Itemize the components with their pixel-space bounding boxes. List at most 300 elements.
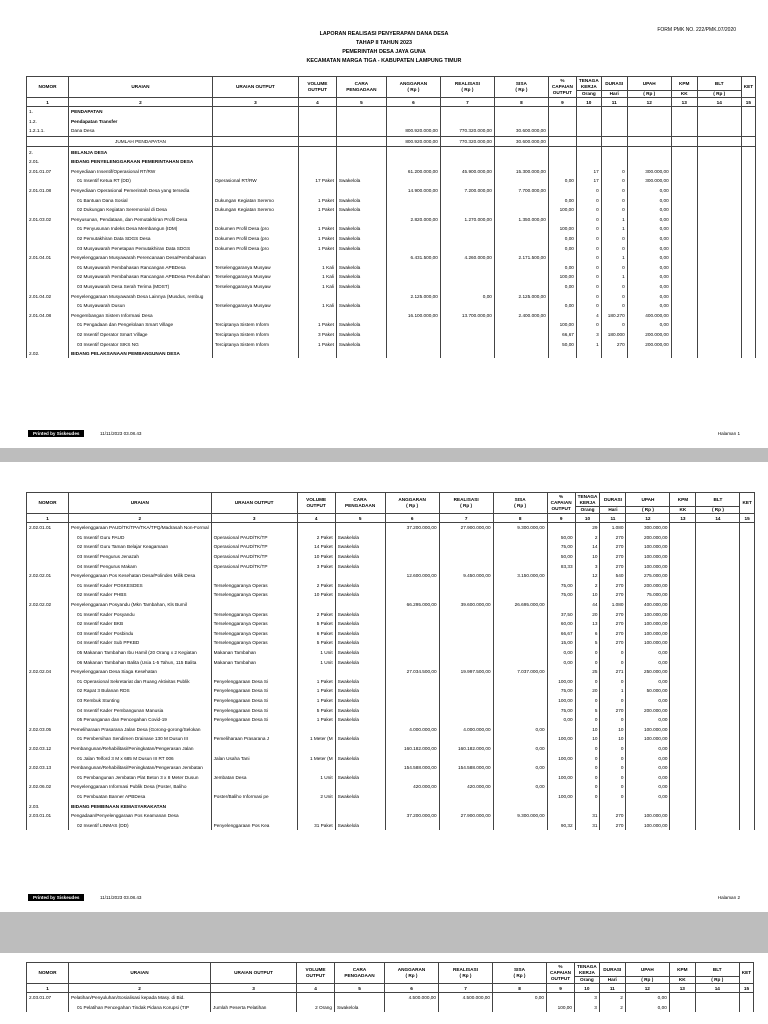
cell-durasi bbox=[601, 117, 627, 127]
cell-sisa bbox=[493, 820, 547, 830]
cell-durasi: 0 bbox=[601, 243, 627, 253]
cell-kpm bbox=[670, 533, 696, 543]
col-blt: BLT bbox=[697, 77, 741, 91]
cell-uraian-output bbox=[212, 291, 298, 301]
cell-sisa bbox=[493, 753, 547, 763]
cell-sisa: 2.400.000,00 bbox=[494, 310, 548, 320]
cell-kpm bbox=[670, 801, 696, 811]
cell-durasi: 180.270 bbox=[601, 310, 627, 320]
cell-kpm bbox=[671, 195, 697, 205]
cell-uraian-output bbox=[211, 724, 297, 734]
cell-cara bbox=[335, 724, 385, 734]
cell-kpm bbox=[670, 667, 696, 677]
cell-cara: Swakelola bbox=[335, 581, 385, 591]
cell-kpm bbox=[671, 215, 697, 225]
cell-durasi: 0 bbox=[600, 792, 626, 802]
cell-volume bbox=[298, 349, 336, 359]
column-number: 14 bbox=[696, 514, 740, 523]
cell-realisasi bbox=[440, 349, 494, 359]
cell-capaian bbox=[548, 291, 576, 301]
cell-realisasi bbox=[439, 533, 493, 543]
table-row bbox=[27, 581, 755, 591]
cell-capaian bbox=[547, 993, 575, 1003]
cell-blt bbox=[697, 272, 741, 282]
cell-cara: Swakelola bbox=[336, 195, 386, 205]
cell-nomor bbox=[27, 301, 69, 311]
cell-uraian: Pemeliharaan Prasarana Jalan Desa (Gorong-gorong/Selokan bbox=[69, 724, 212, 734]
cell-volume: 1 Paket bbox=[298, 234, 336, 244]
cell-tenaga bbox=[576, 157, 601, 167]
cell-kpm bbox=[670, 552, 696, 562]
cell-nomor: 2.02.03.13 bbox=[27, 763, 69, 773]
cell-capaian bbox=[547, 571, 575, 581]
column-number: 15 bbox=[740, 514, 754, 523]
cell-upah: 50.000,00 bbox=[626, 686, 670, 696]
cell-kpm bbox=[670, 523, 696, 533]
cell-kpm bbox=[670, 811, 696, 821]
cell-anggaran bbox=[385, 561, 439, 571]
cell-nomor bbox=[27, 330, 69, 340]
cell-realisasi: 420.000,00 bbox=[439, 782, 493, 792]
col-tenaga: TENAGA KERJA bbox=[575, 493, 600, 507]
cell-ket bbox=[740, 792, 754, 802]
cell-capaian: 75,00 bbox=[547, 590, 575, 600]
cell-uraian-output: Operasional PAUD/TK/TP bbox=[211, 533, 297, 543]
cell-capaian: 0,00 bbox=[548, 234, 576, 244]
cell-upah: 300.000,00 bbox=[626, 523, 670, 533]
cell-ket bbox=[741, 167, 755, 177]
page-number: Halaman 2 bbox=[717, 895, 740, 900]
cell-uraian-output: Operasional RT/RW bbox=[212, 176, 298, 186]
cell-blt bbox=[697, 167, 741, 177]
cell-upah: 0,00 bbox=[626, 782, 670, 792]
cell-blt bbox=[696, 801, 740, 811]
unit-rp: ( Rp ) bbox=[625, 977, 669, 984]
cell-anggaran bbox=[386, 339, 440, 349]
col-blt: BLT bbox=[696, 493, 740, 507]
cell-volume: 1 Unit bbox=[297, 772, 335, 782]
table-row bbox=[27, 801, 755, 811]
cell-upah bbox=[626, 801, 670, 811]
cell-uraian-output: Makanan Tambahan bbox=[211, 648, 297, 658]
cell-sisa bbox=[493, 619, 547, 629]
cell-tenaga: 3 bbox=[575, 1003, 600, 1013]
cell-volume: 2 Paket bbox=[297, 533, 335, 543]
cell-blt bbox=[697, 186, 741, 196]
cell-kpm bbox=[670, 705, 696, 715]
column-number: 7 bbox=[440, 98, 494, 107]
cell-nomor: 2.01. bbox=[27, 157, 69, 167]
cell-ket bbox=[740, 811, 754, 821]
cell-cara bbox=[336, 147, 386, 157]
cell-ket bbox=[741, 157, 755, 167]
cell-anggaran bbox=[386, 320, 440, 330]
cell-tenaga: 0 bbox=[575, 792, 600, 802]
report-page-3 bbox=[0, 953, 768, 1024]
cell-nomor bbox=[27, 619, 69, 629]
cell-volume bbox=[298, 147, 336, 157]
cell-nomor bbox=[27, 205, 69, 215]
cell-volume: 2 Unit bbox=[297, 792, 335, 802]
cell-tenaga: 0 bbox=[575, 782, 600, 792]
cell-upah: 200.000,00 bbox=[626, 581, 670, 591]
cell-cara bbox=[336, 117, 386, 127]
cell-nomor bbox=[27, 136, 69, 147]
cell-uraian: Pembangunan/Rehabilitasi/Peningkatan/Pengerasan Jalan bbox=[69, 744, 212, 754]
cell-realisasi bbox=[440, 234, 494, 244]
cell-sisa: 26.695.000,00 bbox=[493, 600, 547, 610]
cell-durasi: 270 bbox=[600, 811, 626, 821]
cell-anggaran: 14.900.000,00 bbox=[386, 186, 440, 196]
cell-volume bbox=[297, 600, 335, 610]
column-number: 6 bbox=[386, 98, 440, 107]
cell-realisasi bbox=[439, 609, 493, 619]
cell-upah: 400.000,00 bbox=[626, 600, 670, 610]
cell-durasi: 0 bbox=[601, 186, 627, 196]
cell-uraian-output: Dokumen Profil Desa (pro bbox=[212, 243, 298, 253]
cell-cara: Swakelola bbox=[335, 533, 385, 543]
cell-nomor bbox=[27, 657, 69, 667]
cell-kpm bbox=[670, 696, 696, 706]
cell-capaian bbox=[548, 349, 576, 359]
cell-ket bbox=[741, 330, 755, 340]
cell-ket bbox=[740, 638, 754, 648]
col-kpm: KPM bbox=[671, 77, 697, 91]
cell-uraian: 03 Musyawarah Penetapan Pemutakhiran Data SDGS bbox=[69, 243, 213, 253]
cell-capaian: 66,67 bbox=[548, 330, 576, 340]
cell-durasi: 1 bbox=[601, 253, 627, 263]
cell-tenaga bbox=[576, 117, 601, 127]
cell-volume bbox=[298, 253, 336, 263]
cell-kpm bbox=[670, 590, 696, 600]
cell-volume bbox=[298, 310, 336, 320]
cell-capaian: 75,00 bbox=[547, 581, 575, 591]
cell-cara: Swakelola bbox=[336, 176, 386, 186]
cell-nomor: 2.02.06.02 bbox=[27, 782, 69, 792]
table-row bbox=[27, 301, 756, 311]
cell-nomor: 2.02.03.12 bbox=[27, 744, 69, 754]
cell-kpm bbox=[670, 744, 696, 754]
cell-capaian bbox=[547, 811, 575, 821]
cell-capaian bbox=[548, 126, 576, 136]
cell-upah bbox=[627, 126, 671, 136]
table-row bbox=[27, 282, 756, 292]
cell-capaian: 100,00 bbox=[548, 224, 576, 234]
cell-uraian-output: Dokumen Profil Desa (pro bbox=[212, 234, 298, 244]
table-row bbox=[27, 782, 755, 792]
cell-anggaran: 27.034.500,00 bbox=[385, 667, 439, 677]
cell-tenaga: 2 bbox=[575, 581, 600, 591]
cell-sisa bbox=[493, 715, 547, 725]
cell-kpm bbox=[671, 320, 697, 330]
cell-ket bbox=[740, 734, 754, 744]
cell-sisa: 0,00 bbox=[493, 763, 547, 773]
cell-sisa: 2.125.000,00 bbox=[494, 291, 548, 301]
cell-durasi: 270 bbox=[600, 705, 626, 715]
cell-ket bbox=[741, 224, 755, 234]
col-uraian: URAIAN bbox=[69, 963, 211, 984]
cell-durasi: 1 bbox=[601, 224, 627, 234]
cell-volume: 10 Paket bbox=[297, 552, 335, 562]
cell-durasi bbox=[600, 801, 626, 811]
cell-capaian: 75,00 bbox=[547, 705, 575, 715]
report-page-2 bbox=[0, 462, 768, 912]
table-row bbox=[27, 629, 755, 639]
cell-uraian: 01 Jalan Telford 3 M x 685 M Dusun III RT 006 bbox=[69, 753, 212, 763]
cell-kpm bbox=[670, 753, 696, 763]
cell-upah: 0,00 bbox=[627, 243, 671, 253]
cell-cara: Swakelola bbox=[335, 657, 385, 667]
cell-ket bbox=[741, 215, 755, 225]
cell-sisa bbox=[493, 561, 547, 571]
cell-realisasi bbox=[440, 176, 494, 186]
title-line: TAHAP II TAHUN 2023 bbox=[355, 40, 412, 46]
column-number: 14 bbox=[695, 984, 739, 993]
cell-durasi: 1.080 bbox=[600, 523, 626, 533]
cell-cara bbox=[335, 811, 385, 821]
cell-cara bbox=[335, 801, 385, 811]
cell-uraian: 01 Insentif Kader POSKESDES bbox=[69, 581, 212, 591]
cell-ket bbox=[740, 552, 754, 562]
cell-sisa bbox=[493, 657, 547, 667]
cell-ket bbox=[740, 581, 754, 591]
cell-volume: 1 Paket bbox=[298, 320, 336, 330]
cell-uraian: 01 Bantuan Dana Sosial bbox=[69, 195, 213, 205]
cell-cara: Swakelola bbox=[335, 686, 385, 696]
cell-ket bbox=[741, 117, 755, 127]
cell-uraian-output: Poster/Baliho Informasi pe bbox=[211, 792, 297, 802]
cell-uraian-output bbox=[211, 763, 297, 773]
cell-durasi: 0 bbox=[600, 677, 626, 687]
unit-rp: ( Rp ) bbox=[627, 91, 671, 98]
cell-blt bbox=[696, 619, 740, 629]
cell-kpm bbox=[670, 561, 696, 571]
cell-kpm bbox=[671, 310, 697, 320]
cell-kpm bbox=[671, 167, 697, 177]
report-table bbox=[26, 492, 755, 830]
cell-uraian: 01 Penyusunan Indeks Desa Membangun (IDM) bbox=[69, 224, 213, 234]
table-row bbox=[27, 1003, 754, 1013]
cell-uraian: Pembangunan/Rehabilitasi/Peningkatan/Pengerasan Jembatan bbox=[69, 763, 212, 773]
cell-tenaga bbox=[576, 126, 601, 136]
cell-uraian: Penyelenggaraan Desa Siaga Kesehatan bbox=[69, 667, 212, 677]
cell-volume: 1 Paket bbox=[297, 677, 335, 687]
cell-durasi: 0 bbox=[600, 763, 626, 773]
cell-nomor bbox=[27, 234, 69, 244]
cell-blt bbox=[696, 542, 740, 552]
cell-uraian: 04 Insentif Pengurus Makam bbox=[69, 561, 212, 571]
cell-kpm bbox=[670, 629, 696, 639]
col-capaian: % CAPAIAN OUTPUT bbox=[547, 493, 575, 514]
cell-sisa bbox=[493, 677, 547, 687]
cell-nomor: 1.2.1.1. bbox=[27, 126, 69, 136]
cell-nomor bbox=[27, 339, 69, 349]
cell-uraian-output: Terselenggaranya Musyaw bbox=[212, 272, 298, 282]
cell-realisasi: 27.900.000,00 bbox=[439, 811, 493, 821]
cell-capaian: 37,50 bbox=[547, 609, 575, 619]
cell-tenaga: 0 bbox=[576, 291, 601, 301]
cell-capaian bbox=[548, 215, 576, 225]
cell-sisa bbox=[494, 339, 548, 349]
cell-uraian-output bbox=[212, 117, 298, 127]
cell-realisasi bbox=[440, 263, 494, 273]
cell-blt bbox=[697, 234, 741, 244]
table-header bbox=[27, 963, 754, 993]
cell-anggaran: 4.000.000,00 bbox=[385, 724, 439, 734]
report-table bbox=[26, 76, 756, 358]
cell-durasi: 270 bbox=[600, 581, 626, 591]
cell-uraian-output bbox=[212, 107, 298, 117]
cell-uraian: 03 Insentif Pengurus Jenazah bbox=[69, 552, 212, 562]
cell-upah: 0,00 bbox=[625, 993, 669, 1003]
cell-anggaran bbox=[386, 176, 440, 186]
cell-volume: 1 Kali bbox=[298, 282, 336, 292]
cell-realisasi: 160.182.000,00 bbox=[439, 744, 493, 754]
column-number: 6 bbox=[385, 984, 439, 993]
cell-ket bbox=[740, 657, 754, 667]
cell-uraian: Pendapatan Transfer bbox=[69, 117, 213, 127]
column-number: 10 bbox=[576, 98, 601, 107]
cell-uraian: BIDANG PEMBINAAN KEMASYARAKATAN bbox=[69, 801, 212, 811]
cell-kpm bbox=[670, 638, 696, 648]
cell-cara: Swakelola bbox=[335, 629, 385, 639]
cell-realisasi bbox=[440, 224, 494, 234]
cell-sisa bbox=[494, 195, 548, 205]
cell-durasi: 0 bbox=[601, 176, 627, 186]
cell-upah: 0,00 bbox=[626, 696, 670, 706]
table-row bbox=[27, 310, 756, 320]
cell-cara: Swakelola bbox=[335, 792, 385, 802]
cell-anggaran bbox=[386, 224, 440, 234]
cell-sisa bbox=[493, 792, 547, 802]
column-number: 1 bbox=[27, 98, 69, 107]
cell-uraian-output bbox=[212, 215, 298, 225]
cell-kpm bbox=[671, 117, 697, 127]
cell-cara: Swakelola bbox=[336, 339, 386, 349]
table-header bbox=[27, 77, 756, 107]
cell-cara: Swakelola bbox=[335, 590, 385, 600]
col-nomor: NOMOR bbox=[27, 493, 69, 514]
col-upah: UPAH bbox=[627, 77, 671, 91]
cell-anggaran bbox=[386, 282, 440, 292]
cell-anggaran bbox=[386, 147, 440, 157]
cell-ket bbox=[740, 600, 754, 610]
cell-uraian: BIDANG PELAKSANAAN PEMBANGUNAN DESA bbox=[69, 349, 213, 359]
cell-uraian: Penyediaan Insentif/Operasional RT/RW bbox=[69, 167, 213, 177]
cell-capaian: 0,00 bbox=[548, 301, 576, 311]
cell-blt bbox=[697, 176, 741, 186]
cell-tenaga: 0 bbox=[576, 282, 601, 292]
cell-volume: 5 Paket bbox=[297, 638, 335, 648]
cell-anggaran: 154.588.000,00 bbox=[385, 763, 439, 773]
cell-blt bbox=[696, 590, 740, 600]
cell-kpm bbox=[670, 609, 696, 619]
cell-uraian: 03 Rembuk Stunting bbox=[69, 696, 212, 706]
cell-volume bbox=[298, 117, 336, 127]
cell-sisa bbox=[494, 157, 548, 167]
cell-nomor bbox=[27, 243, 69, 253]
table-row bbox=[27, 772, 755, 782]
cell-kpm bbox=[671, 291, 697, 301]
cell-volume bbox=[298, 126, 336, 136]
cell-uraian: Pengembangan Sistem Informasi Desa bbox=[69, 310, 213, 320]
cell-cara: Swakelola bbox=[335, 677, 385, 687]
cell-blt bbox=[697, 263, 741, 273]
cell-blt bbox=[696, 523, 740, 533]
cell-ket bbox=[741, 339, 755, 349]
cell-uraian: 02 Musyawarah Pembahasan Rancangan APBDesa Perubahan bbox=[69, 272, 213, 282]
cell-volume: 1 Meter (M bbox=[297, 734, 335, 744]
cell-uraian: Penyelenggaraan Pos Kesehatan Desa/Polindes Milik Desa bbox=[69, 571, 212, 581]
cell-durasi: 0 bbox=[600, 715, 626, 725]
cell-uraian: Pengadaan/Penyelenggaraan Pos Keamanan Desa bbox=[69, 811, 212, 821]
cell-uraian: 01 Insentif Guru PAUD bbox=[69, 533, 212, 543]
cell-kpm bbox=[671, 186, 697, 196]
cell-durasi: 270 bbox=[600, 542, 626, 552]
cell-uraian-output: Dukungan Kegiatan Seremo bbox=[212, 195, 298, 205]
cell-cara: Swakelola bbox=[335, 638, 385, 648]
cell-nomor bbox=[27, 552, 69, 562]
cell-durasi: 0 bbox=[601, 263, 627, 273]
unit-rp: ( Rp ) bbox=[626, 507, 670, 514]
cell-anggaran: 66.295.000,00 bbox=[385, 600, 439, 610]
cell-realisasi bbox=[440, 107, 494, 117]
cell-realisasi bbox=[439, 715, 493, 725]
cell-ket bbox=[741, 349, 755, 359]
cell-blt bbox=[696, 724, 740, 734]
cell-sisa: 0,00 bbox=[493, 782, 547, 792]
col-ket: KET bbox=[739, 963, 753, 984]
cell-realisasi: 27.900.000,00 bbox=[439, 523, 493, 533]
cell-ket bbox=[740, 724, 754, 734]
cell-sisa: 1.350.000,00 bbox=[494, 215, 548, 225]
table-row bbox=[27, 215, 756, 225]
cell-blt bbox=[696, 753, 740, 763]
col-tenaga: TENAGA KERJA bbox=[576, 77, 601, 91]
cell-sisa: 30.600.000,00 bbox=[494, 136, 548, 147]
cell-tenaga bbox=[576, 107, 601, 117]
title-line: LAPORAN REALISASI PENYERAPAN DANA DESA bbox=[319, 31, 449, 37]
cell-cara: Swakelola bbox=[335, 552, 385, 562]
cell-durasi: 270 bbox=[600, 552, 626, 562]
cell-blt bbox=[696, 763, 740, 773]
cell-durasi: 0 bbox=[600, 772, 626, 782]
cell-durasi bbox=[601, 147, 627, 157]
cell-upah: 0,00 bbox=[626, 657, 670, 667]
cell-volume bbox=[297, 667, 335, 677]
cell-volume: 17 Paket bbox=[298, 176, 336, 186]
col-ket: KET bbox=[741, 77, 755, 98]
cell-cara bbox=[336, 310, 386, 320]
cell-uraian: 05 Penanganan dan Pencegahan Covid-19 bbox=[69, 715, 212, 725]
cell-volume: 1 Paket bbox=[297, 686, 335, 696]
cell-uraian-output: Terselenggaranya Operas bbox=[211, 638, 297, 648]
cell-blt bbox=[697, 282, 741, 292]
cell-anggaran bbox=[385, 677, 439, 687]
cell-kpm bbox=[671, 136, 697, 147]
cell-durasi: 0 bbox=[601, 282, 627, 292]
cell-uraian-output bbox=[211, 667, 297, 677]
cell-cara bbox=[335, 763, 385, 773]
col-uraian-output: URAIAN OUTPUT bbox=[211, 493, 297, 514]
cell-tenaga: 0 bbox=[575, 657, 600, 667]
cell-tenaga bbox=[576, 147, 601, 157]
cell-capaian bbox=[547, 600, 575, 610]
cell-tenaga: 0 bbox=[576, 224, 601, 234]
cell-durasi: 0 bbox=[600, 696, 626, 706]
cell-capaian: 0,00 bbox=[548, 195, 576, 205]
cell-blt bbox=[696, 533, 740, 543]
